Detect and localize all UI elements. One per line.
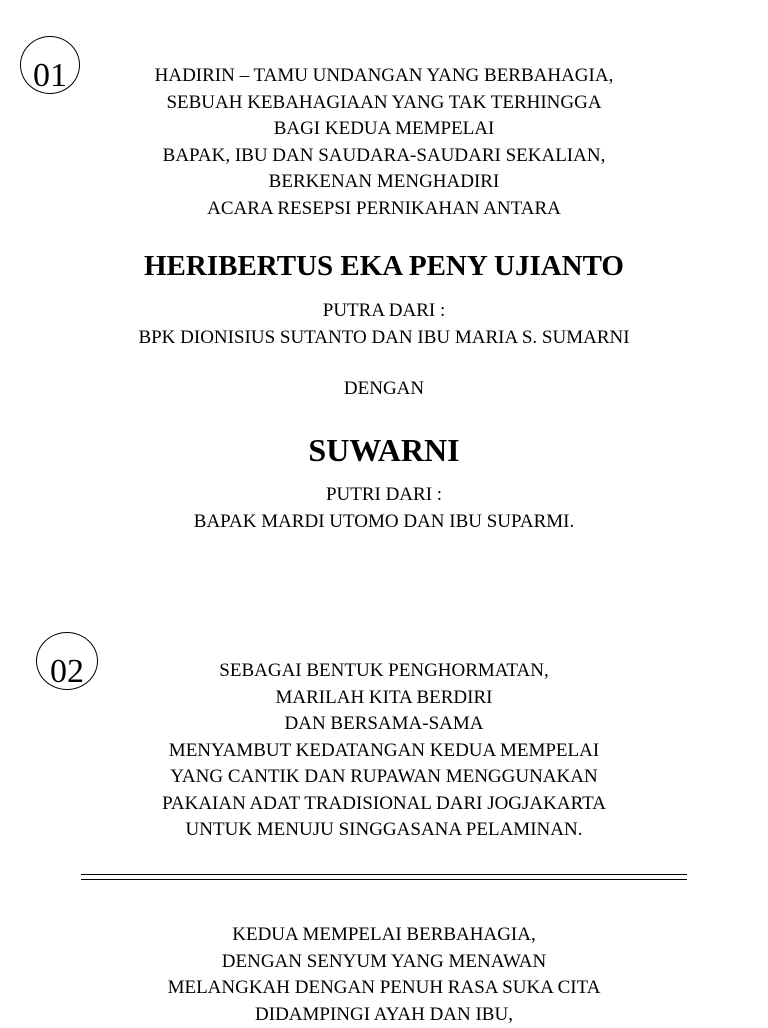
continuation-line: KEDUA MEMPELAI BERBAHAGIA, — [0, 922, 768, 949]
section2-line: MARILAH KITA BERDIRI — [0, 685, 768, 712]
continuation-line: MELANGKAH DENGAN PENUH RASA SUKA CITA — [0, 975, 768, 1002]
intro-line: ACARA RESEPSI PERNIKAHAN ANTARA — [0, 196, 768, 223]
section2-line: SEBAGAI BENTUK PENGHORMATAN, — [0, 658, 768, 685]
bride-parents: BAPAK MARDI UTOMO DAN IBU SUPARMI. — [0, 509, 768, 536]
continuation-paragraph — [0, 922, 768, 1028]
section2-line: PAKAIAN ADAT TRADISIONAL DARI JOGJAKARTA — [0, 791, 768, 818]
conjunction-block — [0, 376, 768, 403]
intro-line: HADIRIN – TAMU UNDANGAN YANG BERBAHAGIA, — [0, 63, 768, 90]
bride-parent-label: PUTRI DARI : — [0, 482, 768, 509]
groom-block — [0, 248, 768, 284]
intro-paragraph — [0, 63, 768, 222]
groom-parent-label: PUTRA DARI : — [0, 298, 768, 325]
section2-line: YANG CANTIK DAN RUPAWAN MENGGUNAKAN — [0, 764, 768, 791]
intro-line: BAGI KEDUA MEMPELAI — [0, 116, 768, 143]
groom-parents: BPK DIONISIUS SUTANTO DAN IBU MARIA S. SUMARNI — [0, 325, 768, 352]
conjunction-text: DENGAN — [0, 376, 768, 403]
section2-line: UNTUK MENUJU SINGGASANA PELAMINAN. — [0, 817, 768, 844]
continuation-line: DENGAN SENYUM YANG MENAWAN — [0, 949, 768, 976]
intro-line: BERKENAN MENGHADIRI — [0, 169, 768, 196]
bride-name: SUWARNI — [0, 430, 768, 470]
section2-line: DAN BERSAMA-SAMA — [0, 711, 768, 738]
continuation-line: DIDAMPINGI AYAH DAN IBU, — [0, 1002, 768, 1028]
section-number-1: 01 — [21, 59, 79, 101]
groom-name: HERIBERTUS EKA PENY UJIANTO — [0, 248, 768, 284]
section2-line: MENYAMBUT KEDATANGAN KEDUA MEMPELAI — [0, 738, 768, 765]
section-number-2: 02 — [37, 655, 97, 697]
double-line-separator — [81, 874, 687, 880]
section2-paragraph — [0, 658, 768, 844]
intro-line: BAPAK, IBU DAN SAUDARA-SAUDARI SEKALIAN, — [0, 143, 768, 170]
intro-line: SEBUAH KEBAHAGIAAN YANG TAK TERHINGGA — [0, 90, 768, 117]
groom-parents-block — [0, 298, 768, 351]
bride-block — [0, 430, 768, 470]
bride-parents-block — [0, 482, 768, 535]
